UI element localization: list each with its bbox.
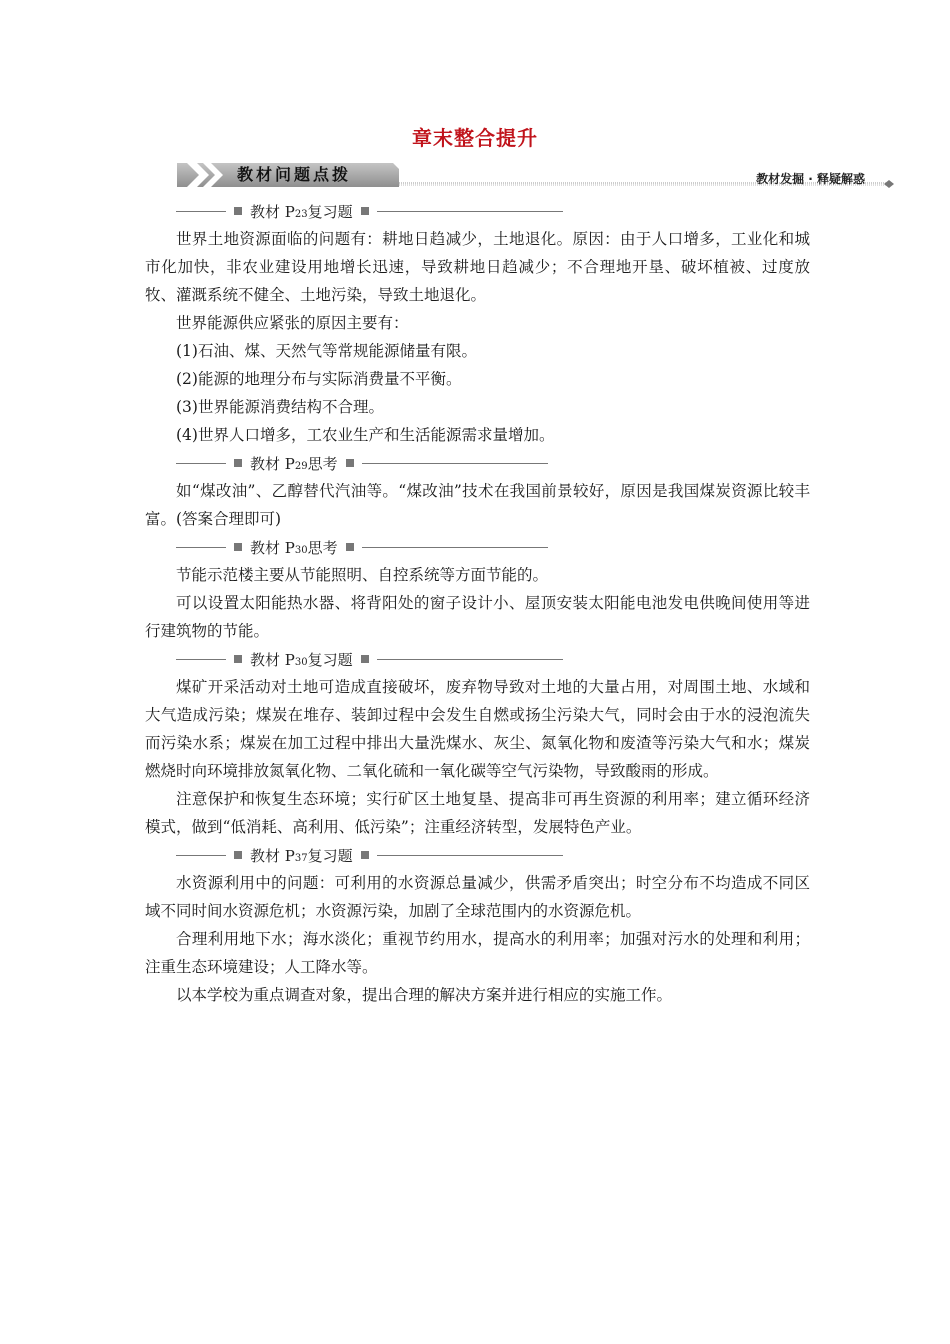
heading-page-number: 29 — [294, 460, 308, 472]
heading-prefix: 教材 P — [250, 846, 295, 865]
section — [145, 197, 810, 449]
section — [145, 449, 810, 533]
heading-square-icon — [234, 543, 242, 551]
heading-suffix: 思考 — [307, 538, 338, 557]
heading-square-icon — [346, 459, 354, 467]
heading-rule-right — [362, 463, 548, 464]
heading-rule-right — [377, 855, 563, 856]
heading-prefix: 教材 P — [250, 650, 295, 669]
section — [145, 645, 810, 841]
heading-suffix: 复习题 — [307, 650, 353, 669]
section-heading — [145, 645, 810, 673]
paragraph: 如“煤改油”、乙醇替代汽油等。“煤改油”技术在我国前景较好，原因是我国煤炭资源比较丰富。(答案合理即可) — [145, 482, 810, 528]
page-title: 章末整合提升 — [412, 126, 538, 150]
heading-suffix: 思考 — [307, 454, 338, 473]
paragraph: (4)世界人口增多，工农业生产和生活能源需求量增加。 — [176, 426, 555, 444]
heading-square-icon — [361, 655, 369, 663]
section-heading — [145, 197, 810, 225]
heading-page-number: 23 — [294, 208, 308, 220]
heading-page-number: 30 — [294, 656, 308, 668]
paragraph: 注意保护和恢复生态环境；实行矿区土地复垦、提高非可再生资源的利用率；建立循环经济模式，做到“低消耗、高利用、低污染”；注重经济转型，发展特色产业。 — [145, 790, 810, 836]
heading-square-icon — [234, 655, 242, 663]
heading-prefix: 教材 P — [250, 202, 295, 221]
heading-rule-left — [176, 211, 226, 212]
paragraph: 煤矿开采活动对土地可造成直接破坏，废弃物导致对土地的大量占用，对周围土地、水域和大气造成污染；煤炭在堆存、装卸过程中会发生自燃或扬尘污染大气，同时会由于水的浸泡流失而污染水系；煤炭在加工过程中排出大量洗煤水、灰尘、氮氧化物和废渣等污染大气和水；煤炭燃烧时向环境排放氮氧化物、二氧化硫和一氧化碳等空气污染物，导致酸雨的形成。 — [145, 678, 810, 780]
heading-rule-left — [176, 855, 226, 856]
paragraph: 以本学校为重点调查对象，提出合理的解决方案并进行相应的实施工作。 — [176, 986, 673, 1004]
section-heading — [145, 533, 810, 561]
paragraph: 合理利用地下水；海水淡化；重视节约用水，提高水的利用率；加强对污水的处理和利用；注重生态环境建设；人工降水等。 — [145, 930, 810, 976]
section-heading — [145, 841, 810, 869]
heading-square-icon — [234, 851, 242, 859]
heading-rule-right — [377, 211, 563, 212]
paragraph: 世界能源供应紧张的原因主要有： — [176, 314, 409, 332]
heading-suffix: 复习题 — [307, 202, 353, 221]
banner-label: 教材问题点拨 — [237, 165, 352, 184]
heading-page-number: 37 — [294, 852, 308, 864]
section — [145, 533, 810, 645]
heading-prefix: 教材 P — [250, 538, 295, 557]
paragraph: (1)石油、煤、天然气等常规能源储量有限。 — [176, 342, 477, 360]
paragraph: 世界土地资源面临的问题有：耕地日趋减少，土地退化。原因：由于人口增多，工业化和城市化加快，非农业建设用地增长迅速，导致耕地日趋减少；不合理地开垦、破坏植被、过度放牧、灌溉系统不健全、土地污染，导致土地退化。 — [145, 230, 810, 304]
heading-suffix: 复习题 — [307, 846, 353, 865]
heading-square-icon — [234, 459, 242, 467]
banner-right-text: 教材发掘 · 释疑解惑 — [756, 172, 865, 186]
paragraph: (3)世界能源消费结构不合理。 — [176, 398, 384, 416]
heading-square-icon — [361, 207, 369, 215]
heading-prefix: 教材 P — [250, 454, 295, 473]
paragraph: (2)能源的地理分布与实际消费量不平衡。 — [176, 370, 462, 388]
heading-rule-left — [176, 463, 226, 464]
heading-rule-left — [176, 547, 226, 548]
heading-rule-right — [377, 659, 563, 660]
content-area — [145, 197, 810, 1009]
heading-rule-left — [176, 659, 226, 660]
heading-square-icon — [361, 851, 369, 859]
paragraph: 可以设置太阳能热水器、将背阳处的窗子设计小、屋顶安装太阳能电池发电供晚间使用等进行建筑物的节能。 — [145, 594, 810, 640]
heading-rule-right — [362, 547, 548, 548]
paragraph: 节能示范楼主要从节能照明、自控系统等方面节能的。 — [176, 566, 549, 584]
section-banner — [177, 160, 899, 190]
heading-page-number: 30 — [294, 544, 308, 556]
section — [145, 841, 810, 1009]
heading-square-icon — [234, 207, 242, 215]
heading-square-icon — [346, 543, 354, 551]
section-heading — [145, 449, 810, 477]
paragraph: 水资源利用中的问题：可利用的水资源总量减少，供需矛盾突出；时空分布不均造成不同区域不同时间水资源危机；水资源污染，加剧了全球范围内的水资源危机。 — [145, 874, 810, 920]
